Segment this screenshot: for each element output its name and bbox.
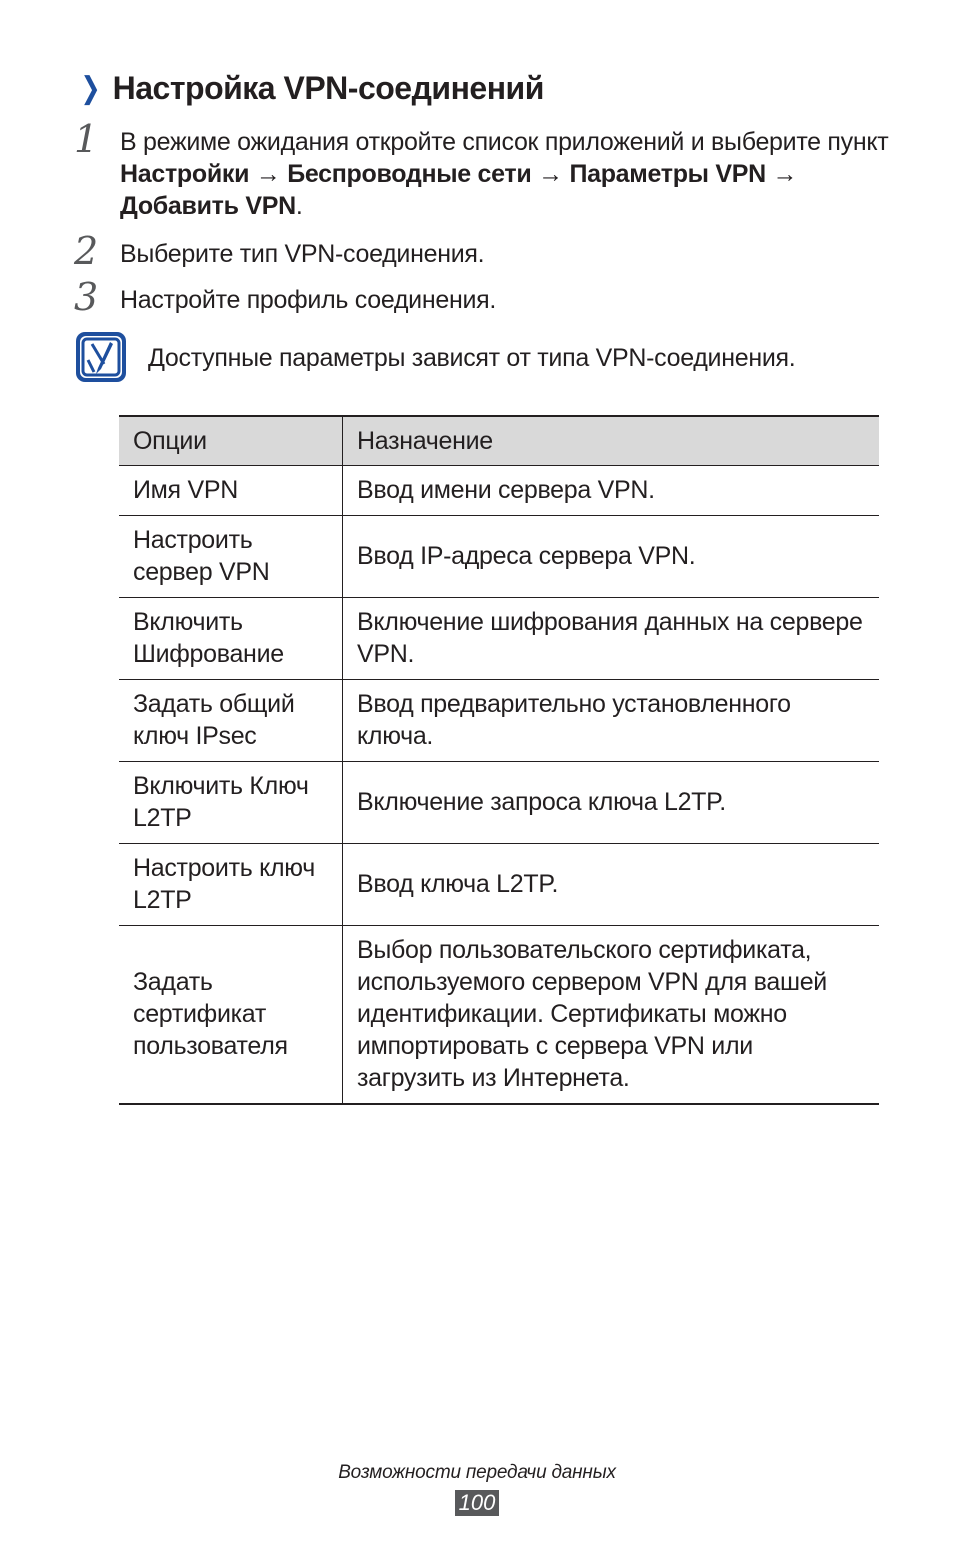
table-row — [119, 598, 879, 680]
arrow: → — [765, 160, 798, 188]
purpose-cell: Ввод имени сервера VPN. — [343, 466, 880, 516]
step-number: 1 — [74, 117, 99, 161]
note-pencil-icon — [74, 330, 128, 384]
table-row — [119, 926, 879, 1105]
step-text — [120, 126, 890, 222]
menu-path-settings: Настройки — [120, 160, 250, 188]
chapter-title: Возможности передачи данных — [338, 1462, 616, 1483]
step-end: . — [295, 192, 303, 220]
chevron-right-icon: ❯ — [80, 72, 101, 105]
table-row — [119, 680, 879, 762]
purpose-cell: Выбор пользовательского сертификата, используемого сервером VPN для вашей идентификации. Сертификаты можно импортировать с сервера VPN или загрузить из Интернета. — [343, 926, 880, 1105]
purpose-cell: Ввод IP-адреса сервера VPN. — [343, 516, 880, 598]
section-title-text: Настройка VPN-соединений — [112, 70, 544, 106]
option-cell: Имя VPN — [119, 466, 343, 516]
option-cell: Настроить ключ L2TP — [119, 844, 343, 926]
option-cell: Включить Ключ L2TP — [119, 762, 343, 844]
option-cell: Включить Шифрование — [119, 598, 343, 680]
purpose-cell: Включение шифрования данных на сервере VPN. — [343, 598, 880, 680]
step-number: 2 — [74, 229, 99, 273]
page-footer — [0, 1462, 954, 1516]
option-cell: Настроить сервер VPN — [119, 516, 343, 598]
step-text: Настройте профиль соединения. — [120, 286, 496, 314]
table-header-row — [119, 416, 879, 466]
column-header-options: Опции — [119, 416, 343, 466]
table-row — [119, 516, 879, 598]
arrow: → — [249, 160, 288, 188]
step-number: 3 — [74, 275, 99, 319]
step-intro: В режиме ожидания откройте список приложений и выберите пункт — [120, 128, 889, 156]
table-row — [119, 844, 879, 926]
column-header-purpose: Назначение — [343, 416, 880, 466]
menu-path-wireless: Беспроводные сети — [287, 160, 532, 188]
option-cell: Задать общий ключ IPsec — [119, 680, 343, 762]
note — [74, 330, 874, 386]
note-text: Доступные параметры зависят от типа VPN-соединения. — [148, 344, 796, 372]
section-title — [78, 70, 544, 107]
purpose-cell: Ввод предварительно установленного ключа. — [343, 680, 880, 762]
purpose-cell: Включение запроса ключа L2TP. — [343, 762, 880, 844]
option-cell: Задать сертификат пользователя — [119, 926, 343, 1105]
options-table — [119, 415, 879, 1105]
menu-path-add-vpn: Добавить VPN — [120, 192, 296, 220]
page-number: 100 — [455, 1490, 500, 1516]
table-row — [119, 466, 879, 516]
step-text: Выберите тип VPN-соединения. — [120, 240, 485, 268]
arrow: → — [531, 160, 570, 188]
menu-path-vpn-params: Параметры VPN — [569, 160, 766, 188]
table-row — [119, 762, 879, 844]
purpose-cell: Ввод ключа L2TP. — [343, 844, 880, 926]
